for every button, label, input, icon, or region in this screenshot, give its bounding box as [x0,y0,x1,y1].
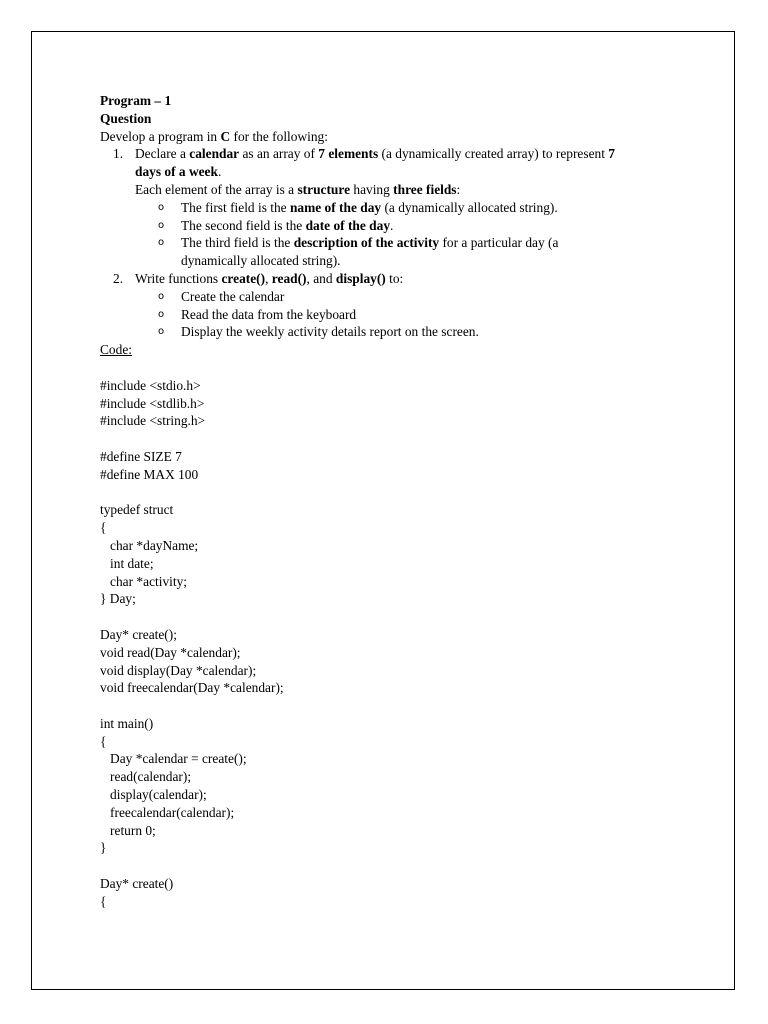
sub-item-activity-field: o The third field is the description of the activity for a particular day (a dynamically allocated string). [158,235,559,269]
item1-line1: Declare a calendar as an array of 7 elements (a dynamically created array) to represent 7 [135,146,615,162]
code-line: read(calendar); [100,769,192,785]
code-block [100,359,700,911]
sub-item-read: o Read the data from the keyboard [158,306,357,322]
code-line: freecalendar(calendar); [100,804,235,820]
code-line: #define MAX 100 [100,466,199,482]
list-item-1 [100,145,700,198]
document-content [100,92,700,911]
code-line: #define SIZE 7 [100,448,182,464]
code-line: Day* create() [100,876,174,892]
item2-line1: Write functions create(), read(), and display() to: [135,270,404,286]
bullet-icon: o [158,219,165,231]
code-line [100,484,700,502]
program-title: Program – 1 [100,93,172,108]
code-line: #include <string.h> [100,413,206,429]
code-line: char *dayName; [100,537,199,553]
bullet-icon: o [158,326,165,338]
sub-item-name-field: o The first field is the name of the day (a dynamically allocated string). [158,199,558,215]
code-label: Code: [100,342,132,358]
code-line: Day *calendar = create(); [100,751,247,767]
code-line: { [100,733,107,749]
code-line: { [100,520,107,536]
bullet-icon: o [158,237,165,249]
code-line: return 0; [100,822,156,838]
code-line: Day* create(); [100,626,177,642]
code-line: typedef struct [100,502,174,518]
code-line: void read(Day *calendar); [100,644,241,660]
list-item-2 [100,270,700,288]
code-line [100,359,700,377]
code-line: char *activity; [100,573,188,589]
code-line: #include <stdlib.h> [100,395,205,411]
code-line [100,608,700,626]
code-line: display(calendar); [100,787,207,803]
code-line: int main() [100,715,154,731]
code-line: { [100,893,107,909]
question-heading: Question [100,110,152,126]
code-line [100,697,700,715]
code-line: #include <stdio.h> [100,377,201,393]
item1-line2: days of a week. [135,164,222,180]
bullet-icon: o [158,290,165,302]
sub-item-date-field: o The second field is the date of the day. [158,217,394,233]
code-line [100,430,700,448]
intro-text: Develop a program in C for the following: [100,128,328,144]
sub-item-create: o Create the calendar [158,288,285,304]
item1-line3: Each element of the array is a structure having three fields: [135,181,461,197]
list-number: 2. [113,270,124,286]
code-line: void display(Day *calendar); [100,662,257,678]
code-line [100,857,700,875]
bullet-icon: o [158,201,165,213]
code-line: void freecalendar(Day *calendar); [100,680,284,696]
list-number: 1. [113,146,124,162]
code-line: } [100,840,107,856]
code-line: int date; [100,555,154,571]
sub-item-display: o Display the weekly activity details report on the screen. [158,324,479,340]
bullet-icon: o [158,308,165,320]
code-line: } Day; [100,591,136,607]
